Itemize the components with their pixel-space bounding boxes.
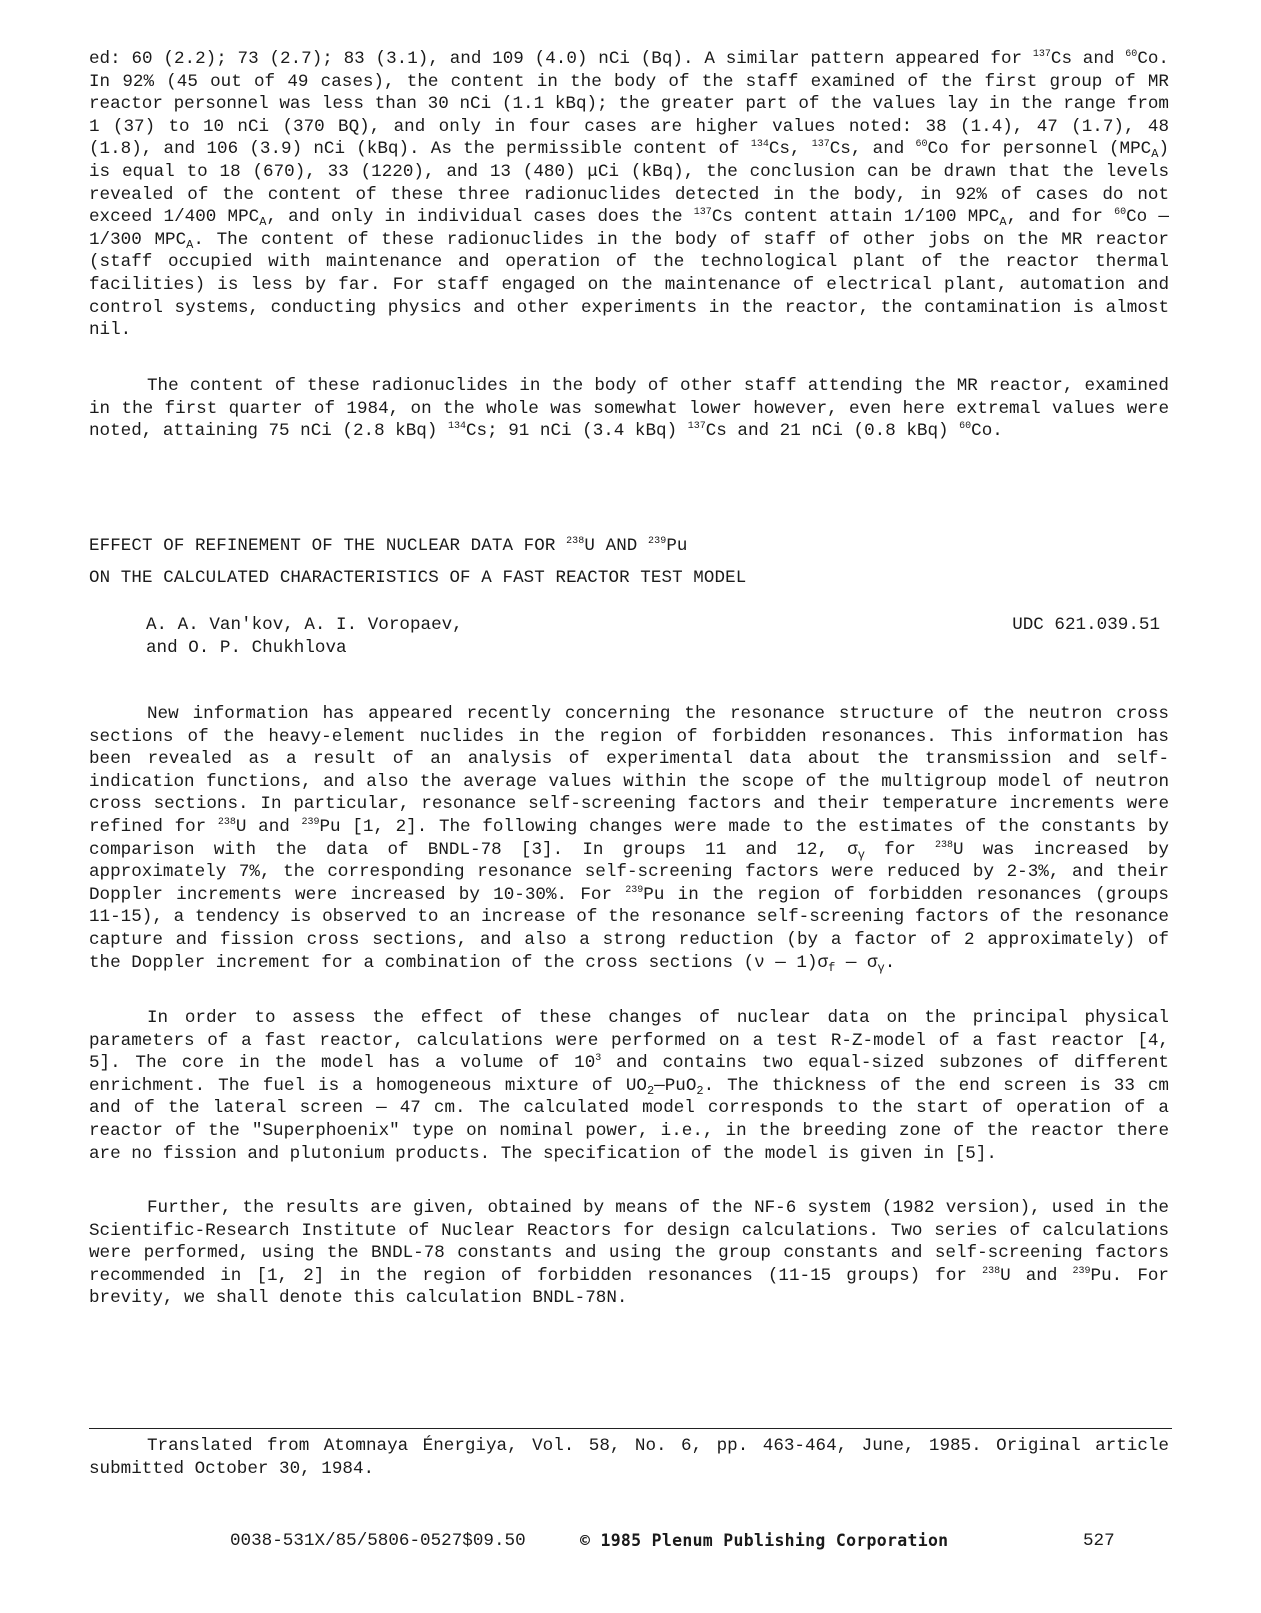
paragraph: ed: 60 (2.2); 73 (2.7); 83 (3.1), and 109 (4.0) nCi (Bq). A similar pattern appeared for $^{137}$Cs and $^{60}$Co. In 92% (45 out of 49 cases), the content in the body of the staff examined of the first group of MR reactor personnel was less than 30 nCi (1.1 kBq); the greater part of the values lay in the range from 1 (37) to 10 nCi (370 BQ), and only in four cases are higher values noted: 38 (1.4), 47 (1.7), 48 (1.8), and 106 (3.9) nCi (kBq). As the permissible content of $^{134}$Cs, $^{137}$Cs, and $^{60}$Co for personnel $(MPC_A)$ is equal to 18 (670), 33 (1220), and 13 (480) μCi (kBq), the conclusion can be drawn that the levels revealed of the content of these three radionuclides detected in the body, in 92% of cases do not exceed 1/400 $MPC_A$, and only in individual cases does the $^{137}$Cs content attain 1/100 $MPC_A$, and for $^{60}$Co — 1/300 $MPC_A$. The content of these radionuclides in the body of staff of other jobs on the MR reactor (staff occupied with maintenance and operation of the technological plant of the reactor thermal facilities) is less by far. For staff engaged on the maintenance of electrical plant, automation and control systems, conducting physics and other experiments in the reactor, the contamination is almost nil. <box>89 49 1169 341</box>
staff-paragraph <box>89 375 1169 443</box>
paragraph: The content of these radionuclides in the body of other staff attending the MR reactor, examined in the first quarter of 1984, on the whole was somewhat lower however, even here extremal values were noted, attaining 75 nCi (2.8 kBq) $^{134}$Cs; 91 nCi (3.4 kBq) $^{137}$Cs and 21 nCi (0.8 kBq) $^{60}$Co. <box>89 376 1169 442</box>
method-paragraph <box>89 1007 1169 1165</box>
issn-code: 0038-531X/85/5806-0527$09.50 <box>230 1531 526 1551</box>
results-paragraph <box>89 1197 1169 1310</box>
copyright-notice: © 1985 Plenum Publishing Corporation <box>580 1531 949 1550</box>
continued-paragraph <box>89 48 1169 342</box>
paragraph: Further, the results are given, obtained by means of the NF-6 system (1982 version), used in the Scientific-Research Institute of Nuclear Reactors for design calculations. Two series of calculations were performed, using the BNDL-78 constants and using the group constants and self-screening factors recommended in [1, 2] in the region of forbidden resonances (11-15 groups) for $^{238}$U and $^{239}$Pu. For brevity, we shall denote this calculation BNDL-78N. <box>89 1198 1169 1309</box>
intro-paragraph <box>89 703 1169 974</box>
article-title-line-2: ON THE CALCULATED CHARACTERISTICS OF A FAST REACTOR TEST MODEL <box>89 568 747 588</box>
udc-code: UDC 621.039.51 <box>1012 615 1160 635</box>
authors-line: and O. P. Chukhlova <box>146 638 347 658</box>
translation-note: Translated from Atomnaya Énergiya, Vol. 58, No. 6, pp. 463-464, June, 1985. Original article submitted October 30, 1984. <box>89 1436 1169 1479</box>
paragraph: In order to assess the effect of these changes of nuclear data on the principal physical parameters of a fast reactor, calculations were performed on a test R-Z-model of a fast reactor [4, 5]. The core in the model has a volume of $10^3$ and contains two equal-sized subzones of different enrichment. The fuel is a homogeneous mixture of $UO_2—PuO_2$. The thickness of the end screen is 33 cm and of the lateral screen — 47 cm. The calculated model corresponds to the start of operation of a reactor of the "Superphoenix" type on nominal power, i.e., in the breeding zone of the reactor there are no fission and plutonium products. The specification of the model is given in [5]. <box>89 1008 1169 1164</box>
footnote <box>89 1435 1169 1480</box>
footnote-divider <box>89 1428 1172 1429</box>
author-list <box>146 614 463 660</box>
paragraph: New information has appeared recently concerning the resonance structure of the neutron cross sections of the heavy-element nuclides in the region of forbidden resonances. This information has been revealed as a result of an analysis of experimental data about the transmission and self-indication functions, and also the average values within the scope of the multigroup model of neutron cross sections. In particular, resonance self-screening factors and their temperature increments were refined for $^{238}$U and $^{239}$Pu [1, 2]. The following changes were made to the estimates of the constants by comparison with the data of BNDL-78 [3]. In groups 11 and 12, $\sigma_\gamma$ for $^{238}$U was increased by approximately 7%, the corresponding resonance self-screening factors were reduced by 2-3%, and their Doppler increments were increased by 10-30%. For $^{239}$Pu in the region of forbidden resonances (groups 11-15), a tendency is observed to an increase of the resonance self-screening factors of the resonance capture and fission cross sections, and also a strong reduction (by a factor of 2 approximately) of the Doppler increment for a combination of the cross sections (ν — $1)\sigma_f$ — $\sigma_\gamma$. <box>89 704 1169 975</box>
page-number: 527 <box>1083 1531 1115 1551</box>
article-title-line-1: EFFECT OF REFINEMENT OF THE NUCLEAR DATA FOR $^{238}$U AND $^{239}$Pu <box>89 536 688 556</box>
authors-line: A. A. Van'kov, A. I. Voropaev, <box>146 615 463 635</box>
